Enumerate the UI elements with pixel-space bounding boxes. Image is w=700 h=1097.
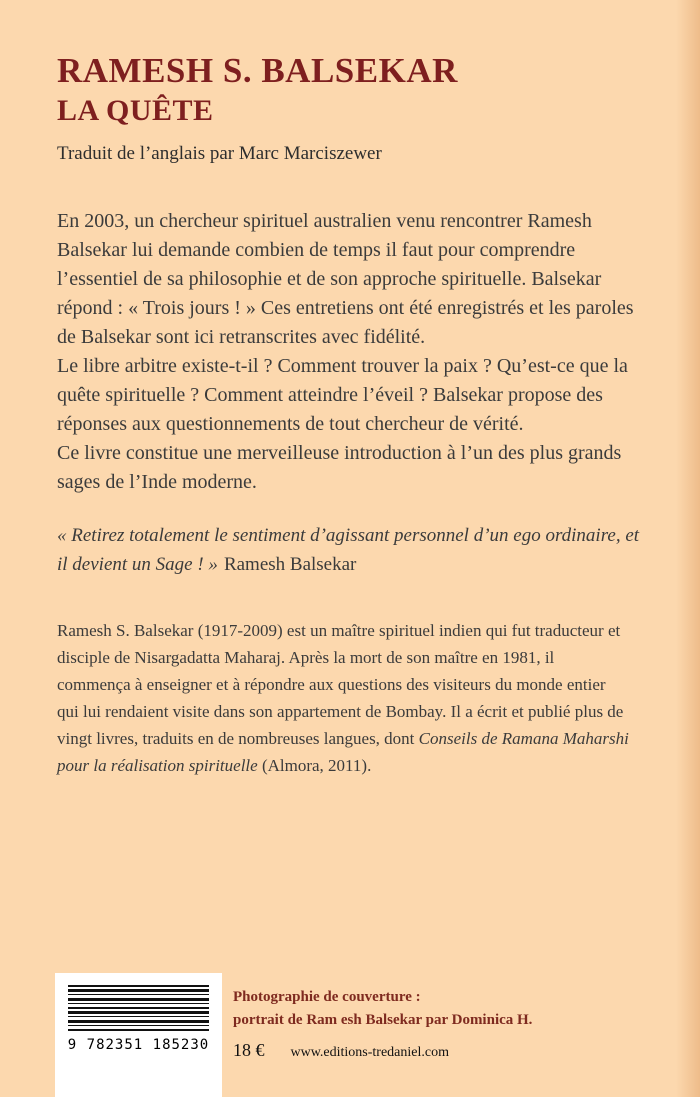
synopsis <box>57 207 643 497</box>
synopsis-paragraph: En 2003, un chercheur spirituel australien venu rencontrer Ramesh Balsekar lui demande combien de temps il faut pour comprendre l’essentiel de sa philosophie et de son approche spirituelle. Balsekar répond : « Trois jours ! » Ces entretiens ont été enregistrés et les paroles de Balsekar sont ici retranscrites avec fidélité. <box>57 210 634 348</box>
publisher-website: www.editions-tredaniel.com <box>290 1045 449 1060</box>
translator-credit: Traduit de l’anglais par Marc Marciszewer <box>57 143 382 164</box>
pull-quote <box>57 521 643 579</box>
quote-text: « Retirez totalement le sentiment d’agissant personnel d’un ego ordinaire, et il devient un Sage ! » <box>57 525 640 575</box>
barcode-number: 9 782351 185230 <box>67 1037 210 1053</box>
barcode <box>55 973 222 1097</box>
bio-text: Ramesh S. Balsekar (1917-2009) est un maître spirituel indien qui fut traducteur et disciple de Nisargadatta Maharaj. Après la mort de son maître en 1981, il commença à enseigner et à répondre aux questions des visiteurs du monde entier qui lui rendaient visite dans son appartement de Bombay. Il a écrit et publié plus de vingt livres, traduits en de nombreuses langues, dont <box>57 621 624 748</box>
photo-credit-line: portrait de Ram esh Balsekar par Dominica H. <box>233 1012 533 1028</box>
page-edge-shading <box>676 0 700 1097</box>
photo-credit-line: Photographie de couverture : <box>233 989 421 1005</box>
barcode-bars-icon <box>68 985 209 1033</box>
bio-text: (Almora, 2011). <box>257 756 372 775</box>
synopsis-paragraph: Ce livre constitue une merveilleuse introduction à l’un des plus grands sages de l’Inde moderne. <box>57 442 622 493</box>
book-title: LA QUÊTE <box>57 94 214 127</box>
cover-content <box>57 50 643 779</box>
author-bio <box>57 617 629 779</box>
price-row <box>233 1040 449 1061</box>
bio-cited-work-title: Conseils de Ramana Maharshi pour la réalisation spirituelle <box>57 729 629 775</box>
photo-credit <box>233 986 532 1032</box>
author-name: RAMESH S. BALSEKAR <box>57 51 458 90</box>
price: 18 € <box>233 1040 265 1060</box>
quote-attribution: Ramesh Balsekar <box>223 554 357 575</box>
synopsis-paragraph: Le libre arbitre existe-t-il ? Comment trouver la paix ? Qu’est-ce que la quête spirituelle ? Comment atteindre l’éveil ? Balsekar propose des réponses aux questionnements de tout chercheur de vérité. <box>57 355 628 435</box>
